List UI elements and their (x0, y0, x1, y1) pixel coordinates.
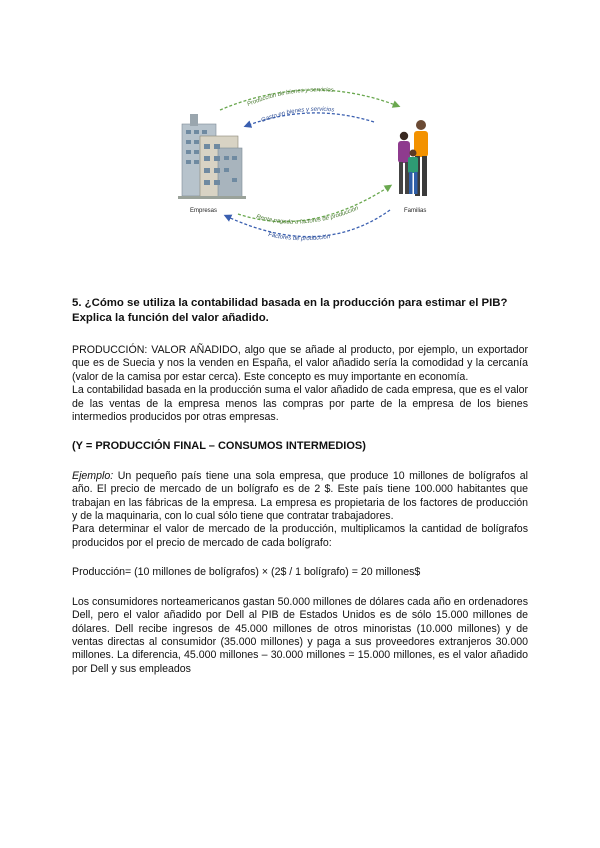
label-familias: Familias (404, 208, 427, 214)
flow-label-factors: Factores de producción (267, 232, 331, 243)
formula-heading: (Y = PRODUCCIÓN FINAL – CONSUMOS INTERMEDIOS) (72, 440, 366, 453)
svg-text:Renta pagada a factores de pro (255, 205, 360, 225)
building-icon (178, 114, 246, 199)
paragraph-dell: Los consumidores norteamericanos gastan 50.000 millones de dólares cada año en ordenadores Dell, pero el valor añadido por Dell al PIB de Estados Unidos es de sólo 15.000 millones de dólares. Dell recibe ingresos de 45.000 millones de otros minoristas (10.000 millones) y de ventas directas al consumidor (35.000 millones) y paga a sus proveedores extranjeros 30.000 millones. La diferencia, 45.000 millones – 30.000 millones = 15.000 millones, es el valor añadido por Dell y sus empleados (72, 595, 528, 675)
paragraph-mercado: Para determinar el valor de mercado de la producción, multiplicamos la cantidad de bolígrafos producidos por el precio de mercado de cada bolígrafo: (72, 523, 528, 549)
label-empresas: Empresas (190, 208, 218, 214)
production-formula: Producción= (10 millones de bolígrafos) × (2$ / 1 bolígrafo) = 20 millones$ (72, 566, 421, 579)
circular-flow-diagram (160, 78, 460, 253)
paragraph-contabilidad: La contabilidad basada en la producción suma el valor añadido de cada empresa, que es el valor de las ventas de la empresa menos las compras por parte de la empresa de los bienes intermedios producidos por otras empresas. (72, 384, 528, 424)
question-heading (72, 296, 528, 326)
svg-text:Gasto en bienes y servicios (261, 107, 335, 124)
document-body (72, 296, 528, 676)
family-icon (398, 120, 428, 196)
svg-text:Factores de producción (268, 232, 332, 242)
paragraph-valor-anadido: PRODUCCIÓN: VALOR AÑADIDO, algo que se añade al producto, por ejemplo, un exportador que es de Suecia y nos la venden en España, el valor añadido sería la comodidad y la cercanía (valor de la camisa por estar cerca). Este concepto es muy importante en economía. (72, 344, 528, 383)
question-line-1: 5. ¿Cómo se utiliza la contabilidad basada en la producción para estimar el PIB? (72, 297, 508, 309)
flow-label-spending: Gasto en bienes y servicios (260, 106, 335, 124)
question-line-2: Explica la función del valor añadido. (72, 312, 269, 324)
flow-label-income: Renta pagada a factores de producción (255, 205, 360, 226)
svg-text:Producción de bienes y servici (247, 87, 334, 108)
flow-label-production: Producción de bienes y servicios (246, 87, 334, 108)
example-label: Ejemplo: (72, 469, 114, 482)
paragraph-ejemplo (72, 470, 528, 524)
example-text: Un pequeño país tiene una sola empresa, que produce 10 millones de bolígrafos al año. El precio de mercado de un bolígrafo es de 2 $. Este país tiene 100.000 habitantes que trabajan en las fábricas de la empresa. La empresa es propietaria de los factores de producción y de la maquinaria, con lo cual sólo tiene que contratar trabajadores. (72, 469, 528, 523)
